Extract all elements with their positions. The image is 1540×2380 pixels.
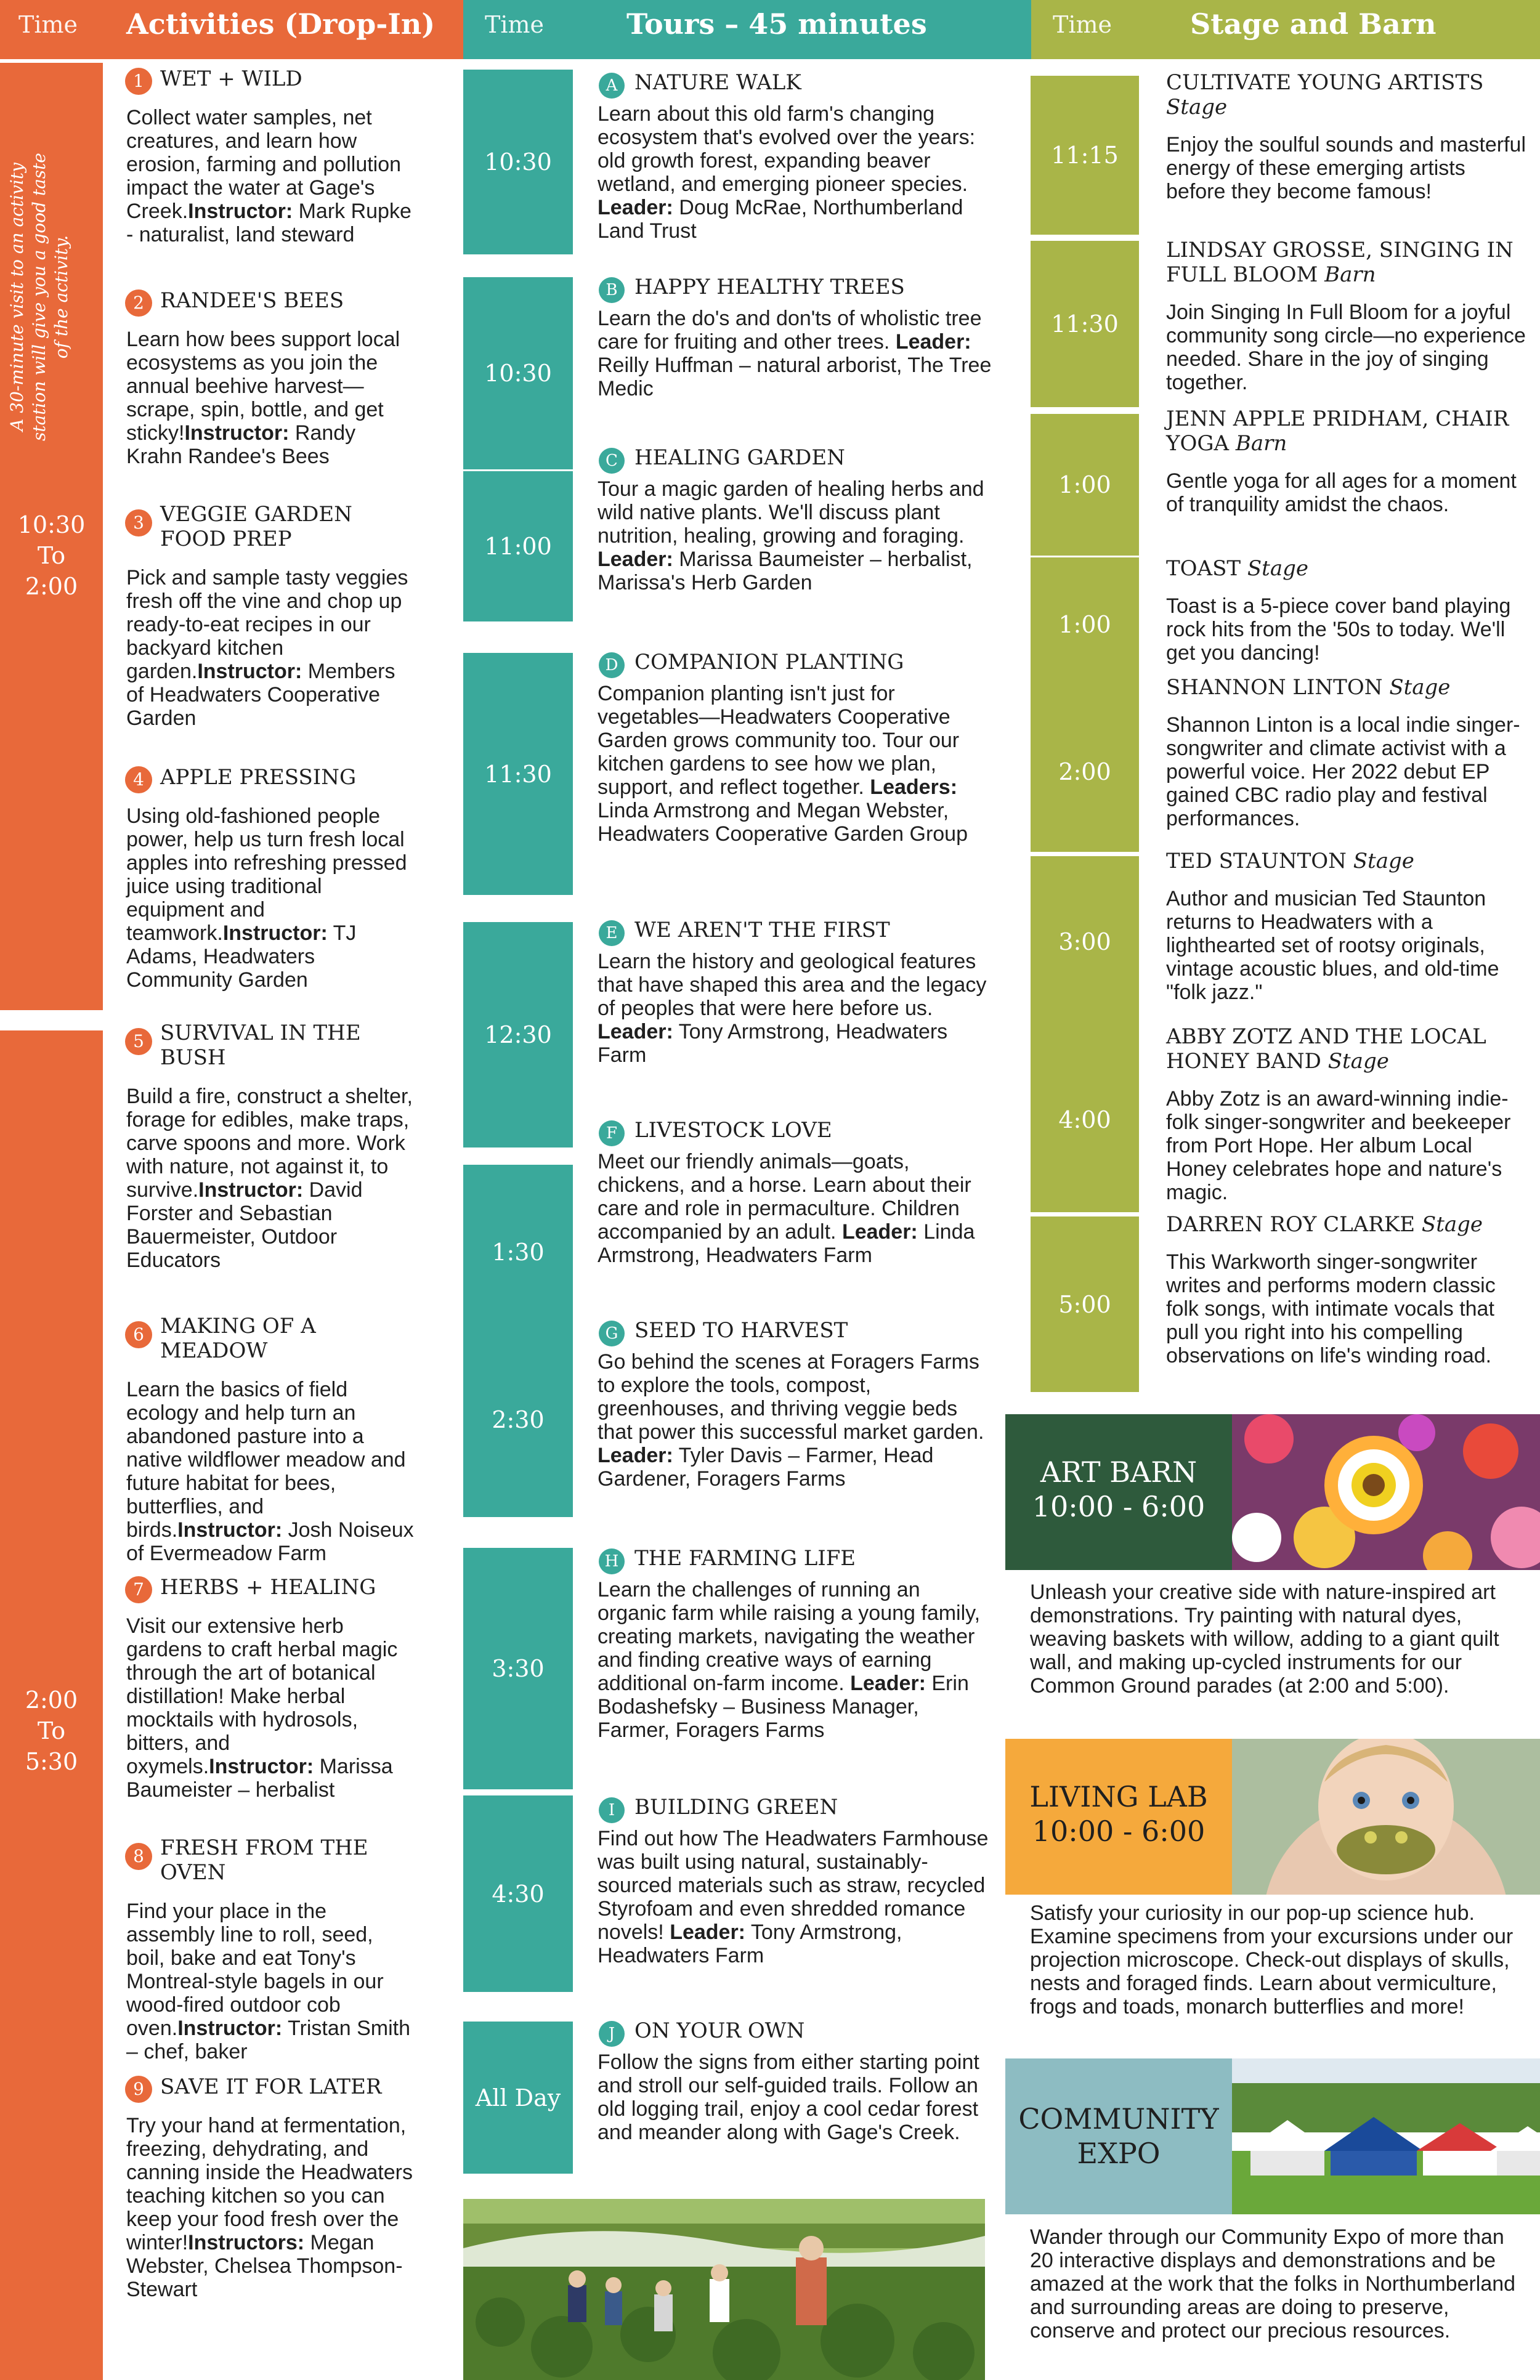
activity-description: [126, 804, 416, 992]
tour-time-block: [463, 1322, 573, 1517]
tour-person: Reilly Huffman – natural arborist, The Tree Medic: [598, 354, 992, 400]
feature-description: Satisfy your curiosity in our pop-up science hub. Examine specimens from your excursions under our projection microscope. Check-out displays of skulls, nests and foraged finds. Learn about vermiculture, frogs and toads, monarch butterflies and more!: [1030, 1901, 1514, 2018]
stage-description: This Warkworth singer-songwriter writes and performs modern classic folk songs, with intimate vocals that pull you right into his compelling observations on life's winding road.: [1166, 1250, 1496, 1367]
activity-number-badge: 2: [125, 289, 152, 317]
activity-desc-text: Try your hand at fermentation, freezing, dehydrating, and canning inside the Headwaters teaching kitchen so you can keep your food fresh over the winter!: [126, 2114, 413, 2254]
activity-person: TJ Adams, Headwaters Community Garden: [126, 921, 357, 992]
tour-title: LIVESTOCK LOVE: [634, 1118, 832, 1143]
activity-desc-text: Learn the basics of field ecology and help turn an abandoned pasture into a native wildflower meadow and future habitat for bees, butterflies, and birds.: [126, 1378, 406, 1542]
tour-person: Linda Armstrong, Headwaters Farm: [598, 1220, 975, 1267]
stage-header: [1031, 0, 1540, 59]
feature-title: LIVING LAB: [1029, 1780, 1208, 1813]
feature-description: Wander through our Community Expo of more than 20 interactive displays and demonstrations and be amazed at the work that the folks in Northumberland and surrounding areas are doing to preserve, conserve and protect our precious resources.: [1030, 2225, 1516, 2342]
stage-description: Author and musician Ted Staunton returns to Headwaters with a lighthearted set of rootsy originals, vintage acoustic blues, and old-time "folk jazz.": [1166, 887, 1499, 1004]
tour-description: [598, 307, 992, 400]
tour-letter-badge: B: [599, 277, 625, 303]
activity-desc-text: Collect water samples, net creatures, and learn how erosion, farming and pollution impact the water at Gage's Creek.: [126, 106, 402, 223]
activity-number-badge: 1: [125, 68, 152, 95]
activity-desc-text: Pick and sample tasty veggies fresh off the vine and chop up ready-to-eat recipes in our backyard kitchen garden.: [126, 566, 408, 683]
stage-venue: Stage: [1166, 95, 1228, 119]
feature-banner: [1005, 1739, 1232, 1895]
activity-title: SURVIVAL IN THE BUSH: [160, 1021, 361, 1070]
activity-number-badge: 4: [125, 766, 152, 793]
stage-time-block: [1031, 414, 1139, 556]
tour-role-label: Leader:: [598, 1020, 673, 1043]
stage-time-block: [1031, 241, 1139, 407]
activity-description: [126, 2114, 416, 2301]
tour-letter-badge: G: [599, 1321, 625, 1346]
tour-time: 3:30: [492, 1655, 545, 1682]
activity-title: RANDEE'S BEES: [160, 288, 344, 313]
stage-time: 4:00: [1058, 1106, 1111, 1133]
sidebar-block-morning: [0, 63, 103, 1010]
tour-role-label: Leader:: [895, 330, 971, 354]
stage-title: [1166, 675, 1530, 700]
sidebar-time-morning: 10:30 To 2:00: [17, 511, 86, 600]
activity-person: Randy Krahn Randee's Bees: [126, 421, 356, 468]
tour-time-block: [463, 1548, 573, 1789]
tour-description: [598, 102, 992, 243]
activity-title: MAKING OF A MEADOW: [160, 1314, 316, 1363]
feature-hours: 10:00 - 6:00: [1032, 1490, 1206, 1523]
stage-description: Shannon Linton is a local indie singer-songwriter and climate activist with a powerful voice. Her 2022 debut EP gained CBC radio play and festival performances.: [1166, 713, 1520, 830]
tour-role-label: Leader:: [841, 1220, 918, 1244]
activity-person: Megan Webster, Chelsea Thompson-Stewart: [126, 2231, 403, 2301]
activity-desc-text: Visit our extensive herb gardens to craft herbal magic through the art of botanical distillation! Make herbal mocktails with hydrosols, bitters, and oxymels.: [126, 1614, 398, 1778]
tour-letter-badge: I: [599, 1797, 625, 1823]
tour-role-label: Leader:: [598, 548, 673, 571]
stage-venue: Barn: [1235, 431, 1287, 456]
stage-time-block: [1031, 557, 1139, 692]
activity-title: VEGGIE GARDEN FOOD PREP: [160, 502, 352, 551]
activity-description: [126, 566, 416, 730]
activity-description: [126, 328, 416, 468]
activity-role-label: Instructor:: [177, 1518, 283, 1542]
tour-description: [598, 1827, 992, 1967]
tour-person: Marissa Baumeister – herbalist, Marissa's Herb Garden: [598, 548, 973, 594]
activity-description: [126, 1378, 416, 1565]
stage-title: [1166, 238, 1530, 287]
tour-letter-badge: H: [599, 1548, 625, 1574]
stage-description: Toast is a 5-piece cover band playing rock hits from the '50s to today. We'll get you dancing!: [1166, 594, 1511, 665]
tour-time: 11:00: [484, 533, 552, 560]
activity-role-label: Instructor:: [177, 2017, 283, 2040]
activity-person: Marissa Baumeister – herbalist: [126, 1755, 393, 1802]
activities-title: Activities (Drop-In): [126, 7, 436, 41]
tour-role-label: Leader:: [598, 1444, 673, 1467]
sidebar-block-afternoon: [0, 1030, 103, 2380]
stage-description: Abby Zotz is an award-winning indie-folk singer-songwriter and beekeeper from Port Hope. Her album Local Honey celebrates hope and nature's magic.: [1166, 1087, 1511, 1204]
stage-title: [1166, 556, 1530, 581]
feature-title: ART BARN: [1040, 1455, 1198, 1489]
stage-time-block: [1031, 856, 1139, 1027]
tour-title: NATURE WALK: [634, 70, 801, 95]
activity-role-label: Instructor:: [197, 660, 302, 683]
activity-title: FRESH FROM THE OVEN: [160, 1836, 368, 1885]
activity-number-badge: 6: [125, 1321, 152, 1348]
stage-title: [1166, 1024, 1530, 1074]
tour-time-block: [463, 1165, 573, 1340]
activities-time-label: Time: [18, 11, 78, 38]
stage-title: [1166, 407, 1530, 456]
tour-time: 2:30: [492, 1406, 545, 1433]
activity-description: [126, 1085, 416, 1272]
tour-desc-text: Learn about this old farm's changing ecosystem that's evolved over the years: old growth forest, expanding beaver wetland, and emerging pioneer species.: [598, 102, 976, 196]
tour-desc-text: Follow the signs from either starting point and stroll our self-guided trails. Follow an old logging trail, enjoy a cool cedar forest and meander along with Gage's Creek.: [598, 2050, 979, 2144]
tour-time: 10:30: [484, 360, 552, 387]
activity-number-badge: 7: [125, 1576, 152, 1603]
stage-time: 11:15: [1051, 142, 1119, 169]
stage-description: Enjoy the soulful sounds and masterful energy of these emerging artists before they become famous!: [1166, 133, 1526, 203]
tour-description: [598, 682, 992, 846]
feature-banner: [1005, 2058, 1232, 2214]
activity-person: David Forster and Sebastian Bauermeister, Outdoor Educators: [126, 1178, 363, 1272]
activities-header: [0, 0, 463, 59]
tour-time-block: [463, 653, 573, 895]
activity-person: Mark Rupke - naturalist, land steward: [126, 200, 411, 246]
activity-person: Members of Headwaters Cooperative Garden: [126, 660, 395, 730]
stage-title: [1166, 1212, 1530, 1237]
stage-performer: DARREN ROY CLARKE: [1166, 1212, 1416, 1237]
stage-venue: Stage: [1421, 1212, 1483, 1237]
tour-desc-text: Companion planting isn't just for vegetables—Headwaters Cooperative Garden grows community too. Tour our kitchen gardens to see how we plan, support, and reflect together.: [598, 682, 960, 799]
stage-time-block: [1031, 76, 1139, 235]
activity-number-badge: 3: [125, 509, 152, 536]
activity-role-label: Instructor:: [184, 421, 290, 445]
tour-time-block: [463, 2022, 573, 2174]
activity-title: APPLE PRESSING: [160, 765, 357, 790]
tour-role-label: Leader:: [670, 1921, 746, 1944]
activity-role-label: Instructor:: [222, 921, 328, 945]
activity-number-badge: 5: [125, 1028, 152, 1055]
tour-desc-text: Go behind the scenes at Foragers Farms to explore the tools, compost, greenhouses, and thriving veggie beds that power this successful market garden.: [598, 1350, 984, 1444]
tour-description: [598, 1150, 992, 1267]
activity-role-label: Instructor:: [209, 1755, 314, 1778]
tour-person: Doug McRae, Northumberland Land Trust: [598, 196, 963, 243]
activity-title: HERBS + HEALING: [160, 1575, 376, 1600]
farm-photo: [463, 2199, 985, 2380]
tours-title: Tours – 45 minutes: [626, 7, 927, 41]
tour-time-block: [463, 70, 573, 254]
tour-title: ON YOUR OWN: [634, 2018, 805, 2043]
tour-letter-badge: J: [599, 2021, 625, 2047]
activity-role-label: Instructor:: [198, 1178, 304, 1202]
tour-title: SEED TO HARVEST: [634, 1318, 848, 1343]
tour-description: [598, 2050, 992, 2144]
tour-desc-text: Learn the do's and don'ts of wholistic tree care for fruiting and other trees.: [598, 307, 982, 354]
feature-title: COMMUNITY EXPO: [1018, 2102, 1219, 2170]
tour-letter-badge: C: [599, 448, 625, 474]
activity-description: [126, 1900, 416, 2063]
tours-time-label: Time: [485, 11, 545, 38]
stage-performer: JENN APPLE PRIDHAM, CHAIR YOGA: [1166, 407, 1509, 456]
tour-title: HEALING GARDEN: [634, 445, 845, 470]
stage-time-block: [1031, 1027, 1139, 1212]
activity-description: [126, 1614, 416, 1802]
tour-description: [598, 477, 992, 594]
feature-photo: [1232, 1414, 1540, 1570]
tour-time: 12:30: [484, 1021, 552, 1048]
activity-desc-text: Find your place in the assembly line to roll, seed, boil, bake and eat Tony's Montreal-style bagels in our wood-fired outdoor cob oven.: [126, 1900, 384, 2040]
activity-description: [126, 106, 416, 246]
stage-time: 1:00: [1058, 471, 1111, 498]
activity-desc-text: Build a fire, construct a shelter, forage for edibles, make traps, carve spoons and more. Work with nature, not against it, to survive.: [126, 1085, 413, 1202]
stage-venue: Stage: [1327, 1049, 1389, 1074]
feature-photo: [1232, 2058, 1540, 2214]
tour-desc-text: Meet our friendly animals—goats, chickens, and a horse. Learn about their care and role in permaculture. Children accompanied by an adult.: [598, 1150, 971, 1244]
tour-person: Linda Armstrong and Megan Webster, Headwaters Cooperative Garden Group: [598, 799, 968, 846]
stage-title: [1166, 849, 1530, 873]
tour-desc-text: Learn the challenges of running an organic farm while raising a young family, creating markets, navigating the weather and finding creative ways of earning additional on-farm income.: [598, 1578, 981, 1695]
feature-description: Unleash your creative side with nature-inspired art demonstrations. Try painting with natural dyes, weaving baskets with willow, adding to a giant quilt wall, and making up-cycled instruments for our Common Ground parades (at 2:00 and 5:00).: [1030, 1581, 1499, 1698]
activity-role-label: Instructor:: [188, 200, 293, 223]
tour-time: All Day: [475, 2084, 561, 2111]
stage-title: [1166, 70, 1530, 119]
sidebar-note: A 30-minute visit to an activity station will give you a good taste of the activity.: [7, 153, 71, 442]
stage-time-block: [1031, 1216, 1139, 1392]
sidebar-time-afternoon: 2:00 To 5:30: [25, 1686, 78, 1775]
stage-title: Stage and Barn: [1190, 7, 1437, 41]
activity-person: Josh Noiseux of Evermeadow Farm: [126, 1518, 414, 1565]
stage-time: 3:00: [1058, 928, 1111, 955]
tour-letter-badge: A: [599, 73, 625, 99]
tour-role-label: Leaders:: [870, 775, 958, 799]
tour-letter-badge: F: [599, 1120, 625, 1146]
stage-performer: CULTIVATE YOUNG ARTISTS: [1166, 70, 1484, 95]
tour-title: BUILDING GREEN: [634, 1795, 838, 1819]
tour-role-label: Leader:: [850, 1672, 926, 1695]
stage-performer: TOAST: [1166, 556, 1241, 581]
stage-description: Gentle yoga for all ages for a moment of tranquility amidst the chaos.: [1166, 469, 1517, 516]
tour-title: WE AREN'T THE FIRST: [634, 918, 890, 942]
feature-banner: [1005, 1414, 1232, 1570]
tour-time: 1:30: [492, 1239, 545, 1266]
tour-person: Tony Armstrong, Headwaters Farm: [598, 1020, 948, 1067]
tour-description: [598, 1350, 992, 1491]
tour-title: HAPPY HEALTHY TREES: [634, 275, 905, 299]
tour-description: [598, 1578, 992, 1742]
tour-desc-text: Find out how The Headwaters Farmhouse was built using natural, sustainably- sourced materials such as straw, recycled Styrofoam and even shredded romance novels!: [598, 1827, 989, 1944]
tour-person: Tyler Davis – Farmer, Head Gardener, Foragers Farms: [598, 1444, 934, 1491]
stage-venue: Stage: [1353, 849, 1414, 873]
tour-role-label: Leader:: [598, 196, 673, 219]
stage-time-block: [1031, 692, 1139, 852]
stage-time: 1:00: [1058, 611, 1111, 638]
stage-performer: ABBY ZOTZ AND THE LOCAL HONEY BAND: [1166, 1024, 1486, 1074]
stage-time: 5:00: [1058, 1290, 1111, 1318]
tour-person: Erin Bodashefsky – Business Manager, Farmer, Foragers Farms: [598, 1672, 969, 1742]
tour-title: COMPANION PLANTING: [634, 650, 904, 674]
stage-time: 2:00: [1058, 758, 1111, 785]
tour-desc-text: Learn the history and geological features that have shaped this area and the legacy of peoples that were here before us.: [598, 950, 987, 1020]
stage-time-label: Time: [1053, 11, 1112, 38]
feature-photo: [1232, 1739, 1540, 1895]
stage-venue: Stage: [1389, 675, 1451, 700]
tour-desc-text: Tour a magic garden of healing herbs and wild native plants. We'll discuss plant nutrition, healing, growing and foraging.: [598, 477, 984, 548]
stage-description: Join Singing In Full Bloom for a joyful community song circle—no experience needed. Share in the joy of singing together.: [1166, 301, 1526, 394]
tour-person: Tony Armstrong, Headwaters Farm: [598, 1921, 902, 1967]
tour-time-block: [463, 471, 573, 621]
activity-number-badge: 8: [125, 1843, 152, 1870]
tour-letter-badge: D: [599, 652, 625, 678]
tour-description: [598, 950, 992, 1067]
activity-title: WET + WILD: [160, 67, 302, 91]
tours-header: [463, 0, 1031, 59]
activity-desc-text: Learn how bees support local ecosystems as you join the annual beehive harvest—scrape, spin, bottle, and get sticky!: [126, 328, 400, 445]
activity-title: SAVE IT FOR LATER: [160, 2074, 382, 2099]
activity-role-label: Instructors:: [188, 2231, 305, 2254]
stage-venue: Barn: [1324, 262, 1376, 287]
stage-performer: SHANNON LINTON: [1166, 675, 1383, 700]
stage-performer: LINDSAY GROSSE, SINGING IN FULL BLOOM: [1166, 238, 1514, 287]
activity-desc-text: Using old-fashioned people power, help us turn fresh local apples into refreshing pressed juice using traditional equipment and teamwork.: [126, 804, 407, 945]
tour-letter-badge: E: [599, 920, 625, 946]
stage-venue: Stage: [1247, 556, 1309, 581]
tour-time: 4:30: [492, 1880, 545, 1908]
tour-title: THE FARMING LIFE: [634, 1546, 856, 1571]
tour-time: 10:30: [484, 148, 552, 176]
feature-hours: 10:00 - 6:00: [1032, 1815, 1206, 1848]
activity-person: Tristan Smith – chef, baker: [126, 2017, 411, 2063]
activity-number-badge: 9: [125, 2076, 152, 2103]
stage-time: 11:30: [1051, 310, 1119, 338]
stage-performer: TED STAUNTON: [1166, 849, 1347, 873]
tour-time-block: [463, 922, 573, 1148]
tour-time: 11:30: [484, 760, 552, 788]
tour-time-block: [463, 277, 573, 469]
tour-time-block: [463, 1795, 573, 1992]
